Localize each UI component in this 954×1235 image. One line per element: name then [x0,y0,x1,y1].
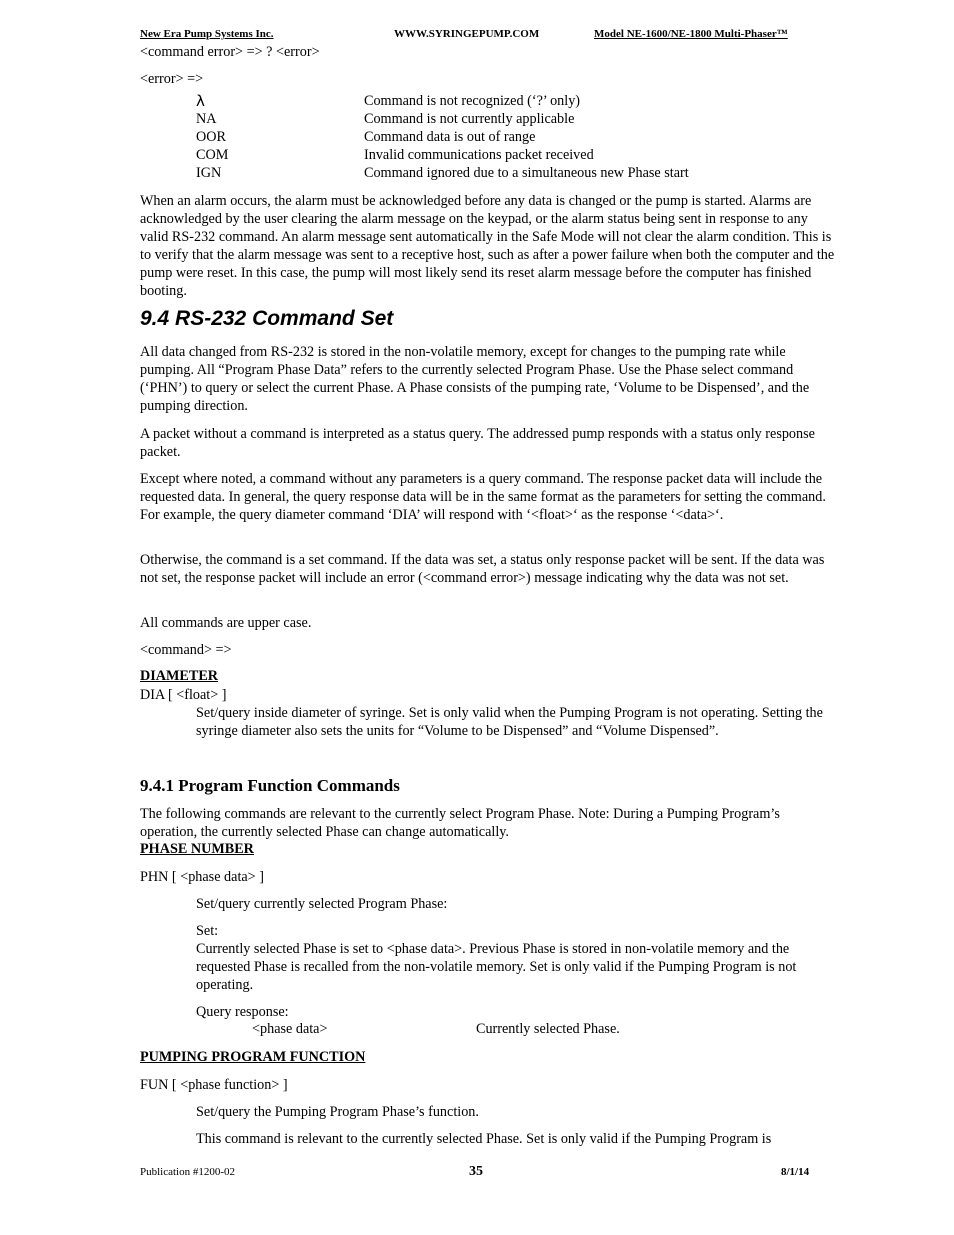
paragraph-4: Otherwise, the command is a set command. If the data was set, a status only response packet will be sent. If the data was not set, the response packet will include an error (<command error>) message indicating why the data was not set. [140,552,825,586]
error-code: OOR [196,129,226,145]
paragraph-2: A packet without a command is interpreted as a status query. The addressed pump responds with a status only response packet. [140,426,815,460]
query-response-key: <phase data> [252,1021,328,1037]
paragraph-5: All commands are upper case. [140,615,312,631]
diameter-description: Set/query inside diameter of syringe. Set is only valid when the Pumping Program is not operating. Setting the syringe diameter also sets the units for “Volume to be Dispensed” and “Volume Dispensed”. [196,705,823,739]
error-code: λ [196,92,205,110]
header-website: WWW.SYRINGEPUMP.COM [394,28,540,40]
error-code: COM [196,147,229,163]
footer-publication: Publication #1200-02 [140,1166,236,1178]
error-code: NA [196,111,217,127]
error-desc: Command is not recognized (‘?’ only) [364,93,581,109]
phase-number-set-description: Currently selected Phase is set to <phase data>. Previous Phase is stored in non-volatile memory and the requested Phase is recalled from the non-volatile memory. Set is only valid if the Pumping Program is not operating. [196,941,797,993]
error-desc: Command data is out of range [364,129,536,145]
pump-function-syntax: FUN [ <phase function> ] [140,1077,288,1093]
alarm-paragraph: When an alarm occurs, the alarm must be acknowledged before any data is changed or the pump is started. Alarms are acknowledged by the user clearing the alarm message on the keypad, or the alarm status being sent in response to any valid RS-232 command. An alarm message sent automatically in the Safe Mode will not clear the alarm condition. This is to verify that the alarm message was sent to a receptive host, such as after a power failure when both the computer and the pump were reset. In this case, the pump will most likely send its reset alarm message before the computer has finished booting. [140,193,835,299]
phase-number-heading: PHASE NUMBER [140,841,254,857]
error-code: IGN [196,165,222,181]
error-desc: Invalid communications packet received [364,147,594,163]
error-desc: Command is not currently applicable [364,111,575,127]
command-definition: <command> => [140,642,232,658]
pump-function-description-2: This command is relevant to the currently selected Phase. Set is only valid if the Pumping Program is [196,1131,772,1147]
phase-number-query-label: Query response: [196,1004,289,1020]
header-model: Model NE-1600/NE-1800 Multi-Phaser™ [594,28,788,40]
diameter-heading: DIAMETER [140,668,219,684]
pump-function-description: Set/query the Pumping Program Phase’s function. [196,1104,479,1120]
subsection-title: 9.4.1 Program Function Commands [140,776,400,795]
phase-number-description: Set/query currently selected Program Phase: [196,896,448,912]
subsection-paragraph: The following commands are relevant to the currently select Program Phase. Note: During a Pumping Program’s operation, the currently selected Phase can change automatically. [140,806,780,840]
section-title: 9.4 RS-232 Command Set [140,307,394,330]
query-response-value: Currently selected Phase. [476,1021,620,1037]
phase-number-set-label: Set: [196,923,219,939]
paragraph-1: All data changed from RS-232 is stored in the non-volatile memory, except for changes to the pumping rate while pumping. All “Program Phase Data” refers to the currently selected Program Phase. Use the Phase select command (‘PHN’) to query or select the current Phase. A Phase consists of the pumping rate, ‘Volume to be Dispensed’, and the pumping direction. [140,344,810,414]
pump-function-heading: PUMPING PROGRAM FUNCTION [140,1049,366,1065]
command-error-definition: <command error> => ? <error> [140,44,320,60]
header-company: New Era Pump Systems Inc. [140,28,274,40]
error-definition: <error> => [140,71,204,87]
diameter-syntax: DIA [ <float> ] [140,687,227,703]
footer-page-number: 35 [469,1164,483,1179]
paragraph-3: Except where noted, a command without any parameters is a query command. The response packet data will include the requested data. In general, the query response data will be in the same format as the parameters for setting the command. For example, the query diameter command ‘DIA’ will respond with ‘<float>‘ as the response ‘<data>‘. [140,471,826,523]
error-desc: Command ignored due to a simultaneous new Phase start [364,165,689,181]
phase-number-syntax: PHN [ <phase data> ] [140,869,264,885]
footer-date: 8/1/14 [781,1166,810,1178]
